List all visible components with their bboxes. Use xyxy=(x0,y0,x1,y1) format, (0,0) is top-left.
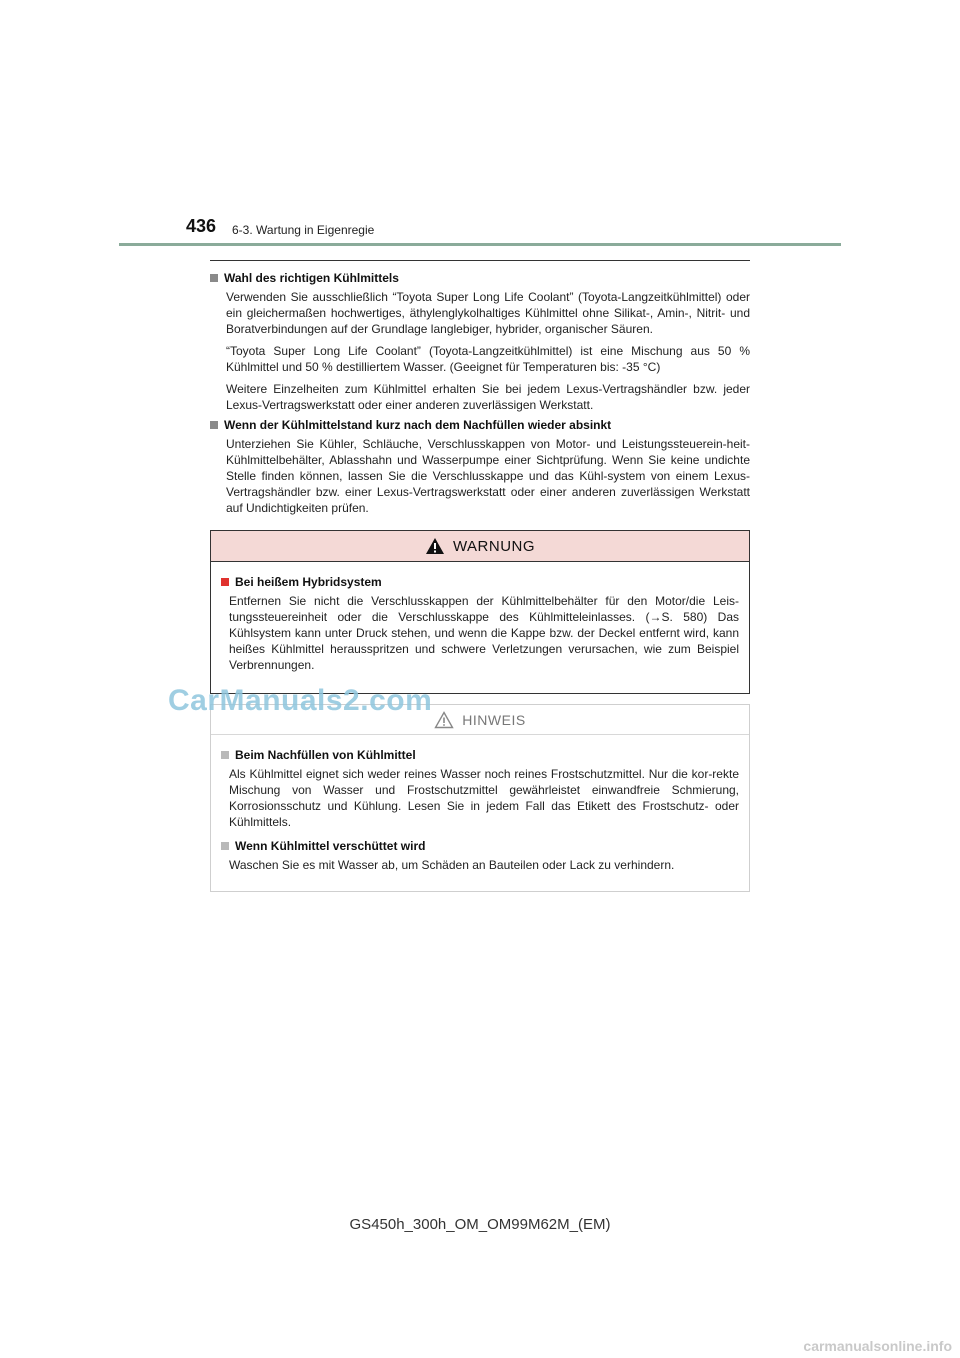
square-bullet-icon xyxy=(221,751,229,759)
warning-item-heading: Bei heißem Hybridsystem xyxy=(235,575,382,589)
note-item xyxy=(221,838,739,873)
content-rule xyxy=(210,260,750,261)
site-watermark: carmanualsonline.info xyxy=(803,1338,952,1354)
square-bullet-icon xyxy=(221,842,229,850)
note-item-heading: Wenn Kühlmittel verschüttet wird xyxy=(235,839,426,853)
watermark-logo: CarManuals2.com xyxy=(168,684,433,717)
section-coolant-level-drops xyxy=(210,417,750,516)
paragraph: “Toyota Super Long Life Coolant” (Toyota-Langzeitkühlmittel) ist eine Mischung aus 50 % Kühlmittel und 50 % destilliertem Wasser. (Geeignet für Temperaturen bis: -35 °C) xyxy=(226,344,750,374)
warning-triangle-icon xyxy=(425,537,445,555)
warning-text: Entfernen Sie nicht die Verschlusskappen der Kühlmittelbehälter für den Motor/die Leis-tungssteuereinheit oder die Verschlusskappe des Kühlmitteleinlasses. (→S. 580) Das Kühlsystem kann unter Druck stehen, und wenn die Kappe bzw. der Deckel entfernt wird, kann heißes Kühlmittel herausspritzen und schwere Verletzungen verursachen, wie zum Beispiel Verbrennungen. xyxy=(229,594,739,672)
document-code: GS450h_300h_OM_OM99M62M_(EM) xyxy=(349,1216,611,1233)
note-text: Waschen Sie es mit Wasser ab, um Schäden an Bauteilen oder Lack zu verhindern. xyxy=(229,858,675,872)
note-item-heading: Beim Nachfüllen von Kühlmittel xyxy=(235,748,416,762)
paragraph: Verwenden Sie ausschließlich “Toyota Super Long Life Coolant” (Toyota-Langzeitkühlmittel) oder ein gleichermaßen hochwertiges, äthylenglykolhaltiges Kühlmittel ohne Silikat-, Amin-, Nitrit- und Boratverbindungen auf der Grundlage langlebiger, hybrider, organischer Säuren. xyxy=(226,290,750,336)
square-bullet-icon xyxy=(210,421,218,429)
note-text: Als Kühlmittel eignet sich weder reines Wasser noch reines Frostschutzmittel. Nur die kor-rekte Mischung von Wasser und Frostschutzmittel gewährleistet einwandfreie Schmierung, Korrosionsschutz und Kühlung. Lesen Sie in jedem Fall das Etikett des Frostschutz- oder Kühlmittels. xyxy=(229,767,739,829)
caution-triangle-icon xyxy=(434,711,454,729)
note-box xyxy=(210,704,750,892)
warning-box xyxy=(210,530,750,694)
paragraph: Unterziehen Sie Kühler, Schläuche, Verschlusskappen von Motor- und Leistungssteuerein-heit-Kühlmittelbehälter, Ablasshahn und Wasserpumpe einer Sichtprüfung. Wenn Sie keine undichte Stelle finden können, lassen Sie die Verschlusskappe und das Kühl-system von einem Lexus-Vertragshändler bzw. einer Lexus-Vertragswerkstatt oder einer anderen zuverlässigen Werkstatt auf Undichtigkeiten prüfen. xyxy=(226,437,750,515)
section-coolant-choice xyxy=(210,270,750,413)
section-title: 6-3. Wartung in Eigenregie xyxy=(232,223,375,237)
square-bullet-icon xyxy=(221,578,229,586)
paragraph: Weitere Einzelheiten zum Kühlmittel erhalten Sie bei jedem Lexus-Vertragshändler bzw. jeder Lexus-Vertragswerkstatt oder einer anderen zuverlässigen Werkstatt. xyxy=(226,382,750,412)
square-bullet-icon xyxy=(210,274,218,282)
main-content xyxy=(210,270,750,520)
section-heading: Wenn der Kühlmittelstand kurz nach dem Nachfüllen wieder absinkt xyxy=(224,418,612,432)
note-item xyxy=(221,747,739,830)
section-heading: Wahl des richtigen Kühlmittels xyxy=(224,271,399,285)
header-rule xyxy=(119,243,841,246)
note-title: HINWEIS xyxy=(462,711,526,728)
warning-title: WARNUNG xyxy=(452,537,536,555)
warning-header xyxy=(211,531,749,562)
page-number: 436 xyxy=(186,216,217,236)
